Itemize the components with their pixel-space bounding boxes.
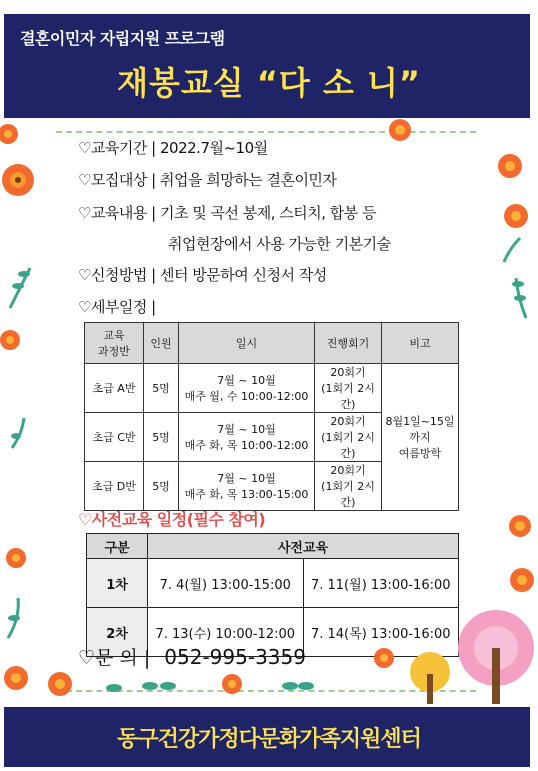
flower-icon [6, 548, 26, 568]
people-cell: 5명 [144, 364, 179, 413]
info-apply: ♡신청방법 | 센터 방문하여 신청서 작성 [78, 266, 327, 284]
flower-icon [222, 674, 242, 694]
info-target: ♡모집대상 | 취업을 희망하는 결혼이민자 [78, 171, 337, 189]
leaf-icon [8, 271, 526, 692]
class-cell: 초급 C반 [85, 413, 144, 462]
col-people: 인원 [144, 323, 179, 364]
info-period: ♡교육기간 | 2022.7월~10월 [78, 139, 268, 157]
session-b: 7. 11(월) 13:00-16:00 [303, 559, 459, 608]
session-count: 20회기 [330, 415, 366, 428]
flower-icon [48, 672, 72, 696]
program-title: 재봉교실 “다 소 니” [117, 64, 421, 102]
class-cell: 초급 D반 [85, 462, 144, 511]
session-length: (1회기 2시간) [321, 382, 375, 411]
people-cell: 5명 [144, 413, 179, 462]
session-count: 20회기 [330, 464, 366, 477]
col-sessions: 진행회기 [315, 323, 382, 364]
flower-icon [0, 330, 20, 350]
session-a: 7. 13(수) 10:00-12:00 [148, 608, 304, 657]
info-schedule: ♡세부일정 | [78, 298, 156, 316]
session-a: 7. 4(월) 13:00-15:00 [148, 559, 304, 608]
col-pre-education: 사전교육 [148, 534, 459, 559]
date-range: 7월 ~ 10월 [217, 472, 276, 485]
info-content-2: 취업현장에서 사용 가능한 기본기술 [168, 235, 391, 253]
flower-icon [2, 164, 34, 196]
flower-icon [374, 648, 394, 668]
info-content: ♡교육내용 | 기초 및 곡선 봉제, 스티치, 합봉 등 [78, 204, 377, 222]
col-date: 일시 [179, 323, 315, 364]
flower-icon [0, 124, 18, 144]
round-label: 1차 [87, 559, 148, 608]
flower-icon [389, 119, 411, 141]
session-length: (1회기 2시간) [321, 480, 375, 509]
col-note: 비고 [382, 323, 459, 364]
class-cell: 초급 A반 [85, 364, 144, 413]
contact-label: ♡문 의 | [78, 647, 151, 669]
date-time: 매주 화, 목 13:00-15:00 [184, 488, 309, 501]
session-length: (1회기 2시간) [321, 431, 375, 460]
date-range: 7월 ~ 10월 [217, 423, 276, 436]
flower-icon [509, 515, 531, 537]
pre-education-notice: ♡사전교육 일정(필수 참여) [78, 510, 266, 529]
flower-icon [4, 666, 28, 690]
decoration-layer [0, 118, 538, 708]
note-dates: 8월1일~15일까지 [385, 415, 455, 444]
flower-icon [498, 154, 522, 178]
col-class: 교육 과정반 [85, 323, 144, 364]
date-range: 7월 ~ 10월 [217, 374, 276, 387]
flower-icon [504, 204, 528, 228]
date-time: 매주 월, 수 10:00-12:00 [184, 390, 309, 403]
contact-phone: 052-995-3359 [164, 645, 306, 669]
leaf-icon [8, 238, 526, 638]
session-b: 7. 14(목) 13:00-16:00 [303, 608, 459, 657]
center-name: 동구건강가정다문화가족지원센터 [117, 727, 421, 752]
date-time: 매주 화, 목 10:00-12:00 [184, 439, 309, 452]
col-division: 구분 [87, 534, 148, 559]
note-text: 여름방학 [398, 447, 442, 460]
session-count: 20회기 [330, 366, 366, 379]
flower-icon [510, 568, 534, 592]
round-label: 2차 [87, 608, 148, 657]
program-subtitle: 결혼이민자 자립지원 프로그램 [20, 29, 225, 48]
people-cell: 5명 [144, 462, 179, 511]
tree-icon [410, 610, 534, 704]
